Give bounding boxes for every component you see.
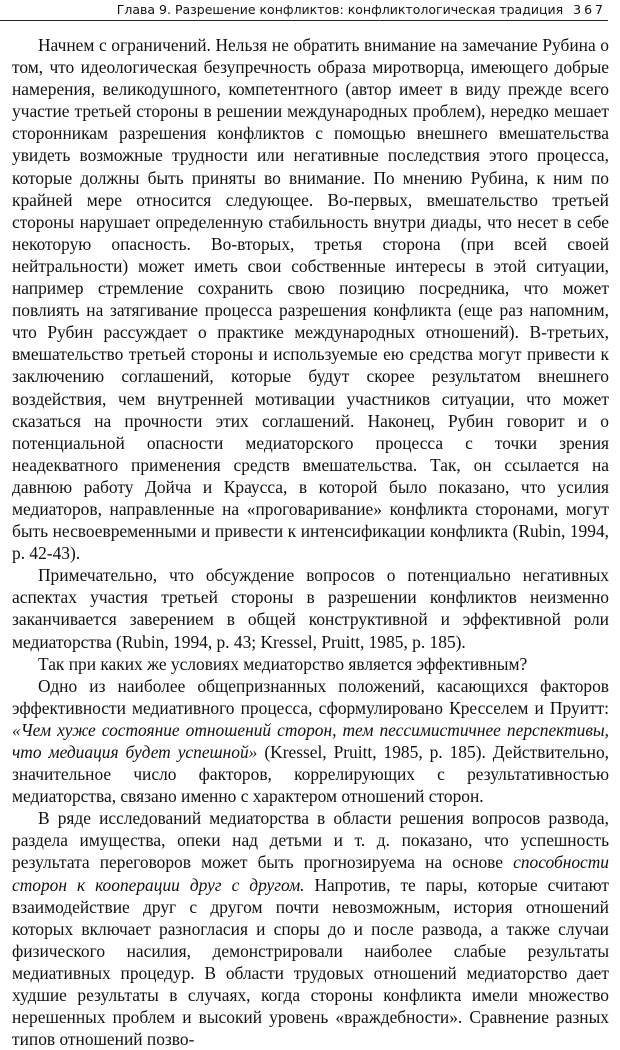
paragraph [12,34,609,564]
running-header [0,2,606,18]
text-run: Начнем с ограничений. Нельзя не обратить внимание на замечание Рубина о том, что идеологическая безупречность образа миротворца, имеющего добрые намерения, великодушного, компетентного (автор имеет в виду прежде всего участие третьей стороны в решении международных проблем), нередко мешает сторонникам разрешения конфликтов с помощью внешнего вмешательства увидеть возможные трудности или негативные последствия этого процесса, которые должны быть приняты во внимание. По мнению Рубина, к ним по крайней мере относится следующее. Во-первых, вмешательство третьей стороны нарушает определенную стабильность внутри диады, что несет в себе некоторую опасность. Во-вторых, третья сторона (при всей своей нейтральности) может иметь свои собственные интересы в этой ситуации, например стремление сохранить свою позицию посредника, что может повлиять на затягивание процесса разрешения конфликта (еще раз напомним, что Рубин рассуждает о практике международных отношений). В-третьих, вмешательство третьей стороны и используемые ею средства могут привести к заключению соглашений, которые будут скорее результатом внешнего воздействия, чем внутренней мотивации участников ситуации, что может сказаться на прочности этих соглашений. Наконец, Рубин говорит и о потенциальной опасности медиаторского процесса с точки зрения неадекватного применения средств вмешательства. Так, он ссылается на давнюю работу Дойча и Краусса, в которой было показано, что усилия медиаторов, направленные на «проговаривание» конфликта сторонами, могут быть несвоевременными и привести к интенсификации конфликта (Rubin, 1994, p. 42-43). [12,35,609,564]
body-text [12,34,609,1050]
text-run: Так при каких же условиях медиаторство является эффективным? [38,653,528,674]
paragraph [12,675,609,808]
paragraph [12,807,609,1050]
text-run: Примечательно, что обсуждение вопросов о потенциально негативных аспектах участия третьей стороны в разрешении конфликтов неизменно заканчивается заверением в общей конструктивной и эффективной роли медиаторства (Rubin, 1994, p. 43; Kressel, Pruitt, 1985, p. 185). [12,565,609,652]
italic-quote: «Чем хуже состояние отношений сторон, тем пессимистичнее перспективы, что медиация будет успешной» [12,719,609,762]
chapter-title: Глава 9. Разрешение конфликтов: конфликтологическая традиция [116,2,564,17]
header-rule [0,20,608,21]
text-run: Напротив, те пары, которые считают взаимодействие друг с другом почти невозможным, история отношений которых включает разногласия и споры до и после развода, а также случаи физического насилия, демонстрировали наиболее слабые результаты медиативных процедур. В области трудовых отношений медиаторство дает худшие результаты в случаях, когда стороны конфликта имели множество нерешенных проблем и высокий уровень «враждебности». Сравнение разных типов отношений позво- [12,874,609,1050]
text-run: (Kressel, Pruitt, 1985, p. 185). Действительно, значительное число факторов, коррелирующих с результативностью медиаторства, связано именно с характером отношений сторон. [12,742,609,807]
italic-phrase: способности сторон к кооперации друг с другом. [12,852,609,895]
page-number: 367 [573,2,606,17]
text-run: В ряде исследований медиаторства в области решения вопросов развода, раздела имущества, опеки над детьми и т. д. показано, что успешность результата переговоров может быть прогнозируема на основе [12,808,609,873]
paragraph [12,653,609,675]
text-run: Одно из наиболее общепризнанных положений, касающихся факторов эффективности медиативного процесса, сформулировано Кресселем и Пруитт: [12,675,609,718]
paragraph [12,564,609,652]
